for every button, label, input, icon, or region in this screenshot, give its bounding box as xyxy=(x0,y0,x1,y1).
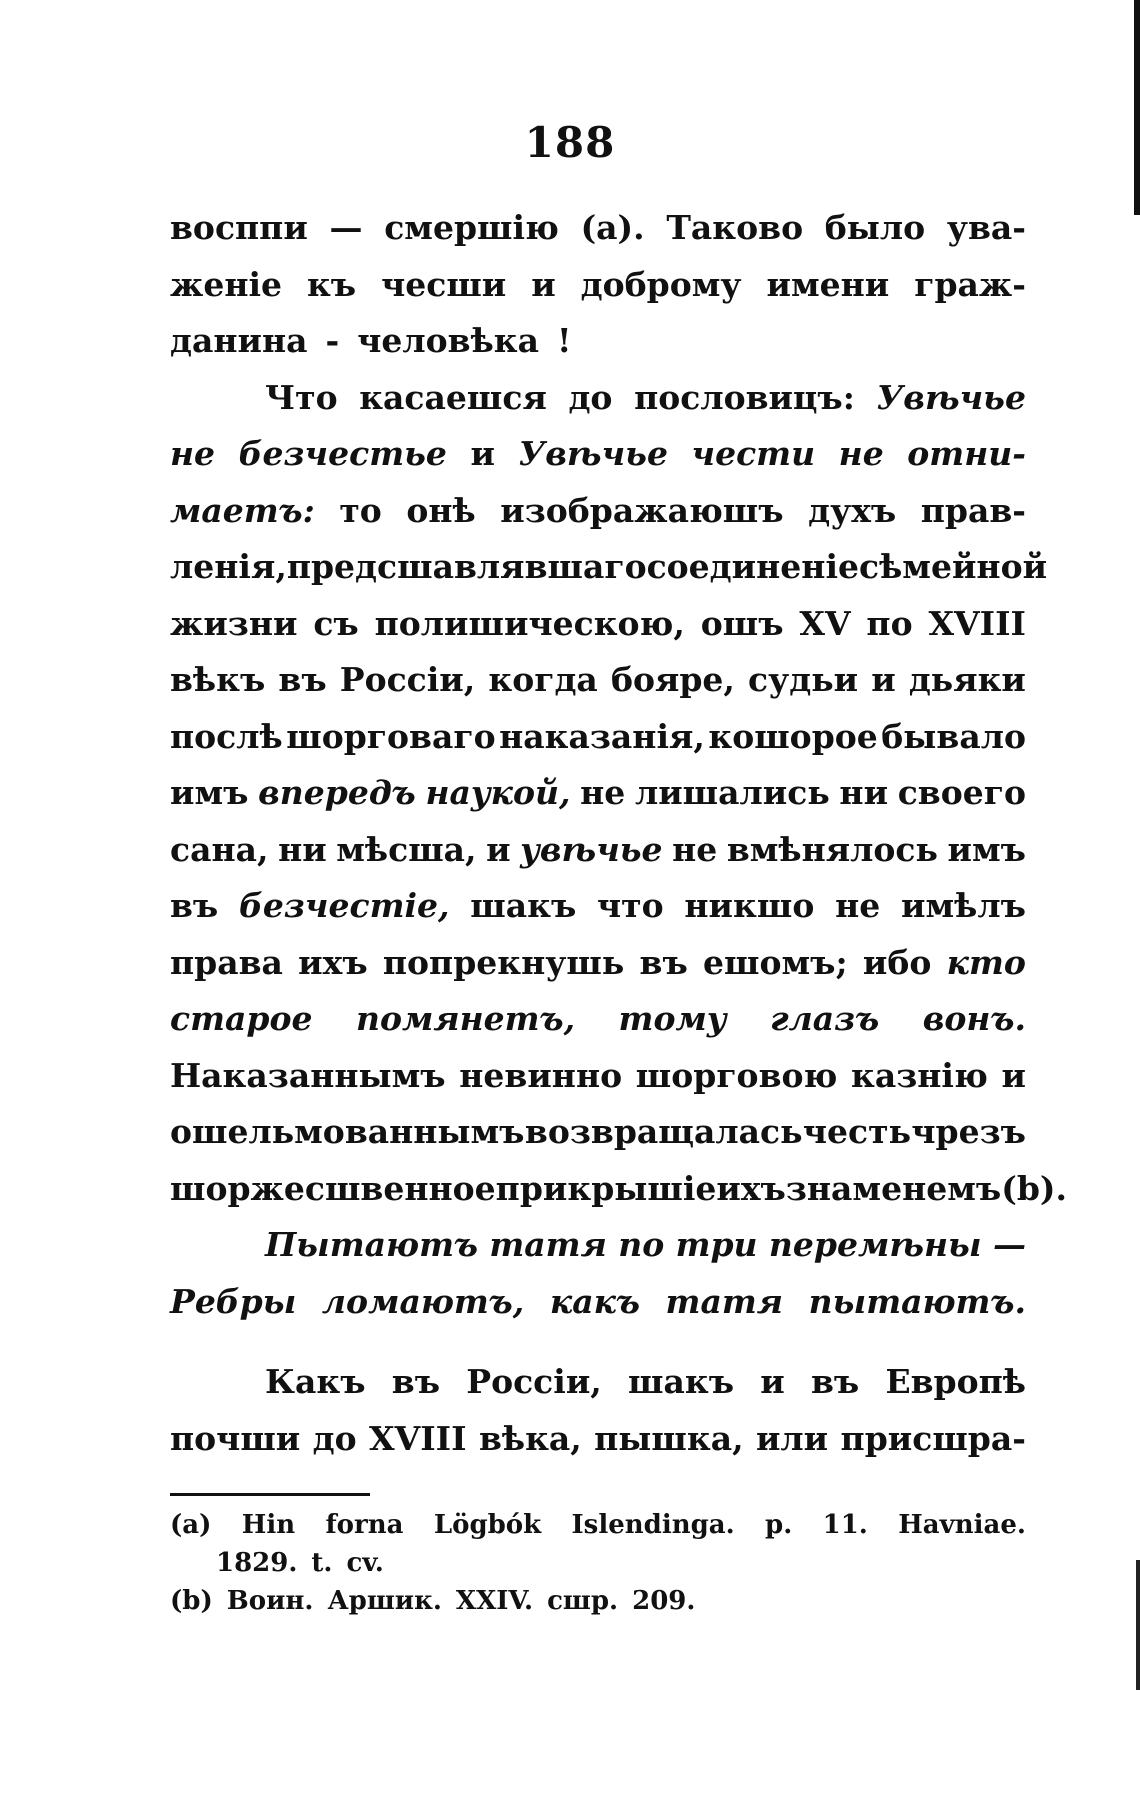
word: имъ xyxy=(170,773,249,812)
word-italic: вонъ. xyxy=(922,999,1026,1038)
word: женіе xyxy=(170,264,283,304)
word: сшр. xyxy=(547,1586,619,1616)
word: ошъ xyxy=(700,603,784,643)
word: кошорое xyxy=(708,716,878,756)
word: по xyxy=(866,603,913,643)
word: p. xyxy=(765,1510,793,1540)
word: пышка, xyxy=(594,1418,744,1458)
footnotes xyxy=(170,1510,1026,1624)
word-italic: глазъ xyxy=(770,999,880,1038)
text-line-4 xyxy=(170,378,1026,435)
word: сѣмейной xyxy=(858,547,1048,586)
word: восппи xyxy=(170,208,308,247)
word-italic: татя xyxy=(665,1281,784,1321)
word: Islendinga. xyxy=(571,1510,735,1540)
word: 1829. xyxy=(216,1548,298,1578)
text-line-18 xyxy=(170,1168,1068,1226)
word: права xyxy=(170,942,283,982)
text-line-3 xyxy=(170,321,1026,378)
word: послѣ xyxy=(170,716,283,756)
word-italic: маетъ: xyxy=(170,490,315,530)
word: попрекнушь xyxy=(382,942,625,982)
word: что xyxy=(597,886,664,925)
word: и xyxy=(531,264,556,304)
word: и xyxy=(470,434,495,473)
word: вѣкъ xyxy=(170,660,266,699)
word: къ xyxy=(306,264,357,304)
word-italic: чести xyxy=(691,434,816,473)
word: не xyxy=(835,886,881,925)
word: вмѣнялось xyxy=(726,829,938,869)
word: не xyxy=(672,829,718,869)
word: лишались xyxy=(634,773,830,812)
word-italic: три xyxy=(675,1225,758,1264)
word: жизни xyxy=(170,603,298,643)
word: и xyxy=(1001,1055,1026,1095)
word-italic: безчестіе, xyxy=(239,886,450,925)
word: данина xyxy=(170,321,308,360)
word-italic: Пытаютъ xyxy=(265,1225,479,1264)
word: своего xyxy=(897,773,1026,812)
word: изображаюшъ xyxy=(500,490,784,530)
word-italic: старое xyxy=(170,999,313,1038)
word: духъ xyxy=(808,490,897,530)
footnote-marker: (a) xyxy=(170,1510,212,1540)
word: граж- xyxy=(914,264,1026,304)
word: t. xyxy=(311,1548,333,1578)
word: до xyxy=(568,377,613,417)
word-italic: пытаютъ. xyxy=(808,1281,1026,1321)
word: ошельмованнымъ xyxy=(170,1112,525,1151)
text-line-12 xyxy=(170,830,1026,887)
word: Воин. xyxy=(226,1586,314,1616)
word: въ xyxy=(391,1362,441,1401)
word: и xyxy=(871,660,896,699)
word-italic: не xyxy=(838,434,884,473)
footnote-b xyxy=(170,1586,1026,1624)
page-edge-shadow-lower xyxy=(1136,1560,1140,1690)
word-italic: какъ xyxy=(549,1281,640,1321)
text-line-11 xyxy=(170,773,1026,830)
word-italic: увѣчье xyxy=(520,829,663,869)
text-line-16 xyxy=(170,1056,1026,1113)
word: или xyxy=(755,1418,829,1458)
word: шакъ xyxy=(628,1362,735,1401)
word: наказанія, xyxy=(499,716,705,756)
word: ихъ xyxy=(298,942,368,982)
word-italic: впередъ xyxy=(258,773,416,812)
word: - xyxy=(325,321,340,360)
word: Какъ xyxy=(265,1362,366,1401)
word: XV xyxy=(799,603,851,643)
word: 209. xyxy=(632,1586,696,1616)
word: до xyxy=(312,1418,357,1458)
word: ленія, xyxy=(170,547,287,586)
word: съ xyxy=(313,603,359,643)
word: (а). xyxy=(580,208,645,247)
word: Таково xyxy=(666,208,804,247)
word: ибо xyxy=(862,942,932,982)
word: знаменемъ xyxy=(785,1168,1002,1208)
word: смершію xyxy=(384,208,559,247)
word-italic: тому xyxy=(618,999,727,1038)
word-italic: Увѣчье xyxy=(876,377,1026,417)
word: чесши xyxy=(381,264,507,304)
text-line-2 xyxy=(170,265,1026,322)
page-edge-shadow xyxy=(1134,0,1140,215)
word: въ xyxy=(639,942,688,982)
word: сана, xyxy=(170,829,269,869)
text-line-17 xyxy=(170,1112,1026,1169)
word-italic: помянетъ, xyxy=(355,999,576,1038)
word: въ xyxy=(278,660,327,699)
text-line-7 xyxy=(170,547,1048,604)
word: вѣка, xyxy=(478,1418,582,1458)
word-italic: — xyxy=(992,1225,1026,1264)
word-italic: перемѣны xyxy=(768,1225,982,1264)
word: бывало xyxy=(881,716,1026,756)
word: мѣсша, xyxy=(336,829,477,869)
text-line-14 xyxy=(170,943,1026,1000)
word: ешомъ; xyxy=(703,942,848,982)
footnote-marker: (b) xyxy=(170,1586,213,1616)
word: шакъ xyxy=(470,886,577,925)
word: въ xyxy=(810,1362,860,1401)
word: ни xyxy=(839,773,889,812)
text-line-20 xyxy=(170,1282,1026,1339)
word: соединеніе xyxy=(646,547,859,586)
word: Hin xyxy=(241,1510,296,1540)
word-italic: по xyxy=(618,1225,665,1264)
word: Россіи, xyxy=(339,660,476,699)
footnote-a xyxy=(170,1510,1026,1548)
word: бояре, xyxy=(610,660,735,699)
word: 11. xyxy=(822,1510,868,1540)
word: Россіи, xyxy=(466,1362,602,1401)
word: человѣка xyxy=(357,321,540,360)
word: шорговою xyxy=(635,1055,838,1095)
footnote-a-continued xyxy=(170,1548,1026,1586)
word: дьяки xyxy=(908,660,1026,699)
text-line-9 xyxy=(170,660,1026,717)
word: въ xyxy=(170,886,219,925)
word: полишическою, xyxy=(374,603,685,643)
word: присшра- xyxy=(840,1418,1026,1458)
word: XVIII xyxy=(928,603,1026,643)
word-italic: Ребры xyxy=(170,1281,297,1321)
word: Наказаннымъ xyxy=(170,1055,446,1095)
word: cv. xyxy=(346,1548,384,1578)
word: Lögbók xyxy=(433,1510,542,1540)
word: возвращалась xyxy=(524,1112,803,1151)
word: прикрышіе xyxy=(495,1168,717,1208)
word: Аршик. xyxy=(327,1586,442,1616)
word-italic: безчестье xyxy=(238,434,447,473)
word: — xyxy=(329,208,363,247)
word: казнію xyxy=(851,1055,988,1095)
word: честь xyxy=(802,1112,911,1151)
word: (b). xyxy=(1001,1168,1068,1208)
word: никшо xyxy=(684,886,815,925)
word: ! xyxy=(557,321,572,360)
word-italic: отни- xyxy=(907,434,1026,473)
word: и xyxy=(486,829,511,869)
word: и xyxy=(760,1362,785,1401)
word: XVIII xyxy=(369,1418,467,1458)
word-italic: татя xyxy=(489,1225,607,1264)
word-italic: Увѣчье xyxy=(518,434,668,473)
text-line-10 xyxy=(170,717,1026,774)
text-line-13 xyxy=(170,886,1026,943)
footnote-separator xyxy=(170,1493,370,1496)
word-italic: наукой, xyxy=(425,773,571,812)
text-line-15 xyxy=(170,999,1026,1056)
word: forna xyxy=(325,1510,404,1540)
word: онѣ xyxy=(406,490,476,530)
word: касаешся xyxy=(359,377,547,417)
word: пословицъ: xyxy=(634,377,855,417)
text-line-1 xyxy=(170,208,1026,265)
text-line-22 xyxy=(170,1419,1026,1476)
word: судьи xyxy=(748,660,859,699)
word: имени xyxy=(766,264,890,304)
word: Havniae. xyxy=(898,1510,1026,1540)
word: ни xyxy=(278,829,327,869)
word: предсшавлявшаго xyxy=(286,547,647,586)
text-line-19 xyxy=(170,1225,1026,1282)
word: почши xyxy=(170,1418,301,1458)
word: имѣлъ xyxy=(900,886,1026,925)
word: Европѣ xyxy=(885,1362,1026,1401)
word-italic: кто xyxy=(946,942,1026,982)
word: ува- xyxy=(946,208,1026,247)
body-text xyxy=(170,208,1068,1475)
word: Что xyxy=(265,377,338,417)
word: шоржесшвенное xyxy=(170,1168,496,1208)
text-line-5 xyxy=(170,434,1026,491)
word-italic: не xyxy=(170,434,216,473)
word: ихъ xyxy=(716,1168,786,1208)
word: не xyxy=(580,773,626,812)
word: XXIV. xyxy=(455,1586,534,1616)
word: невинно xyxy=(459,1055,623,1095)
word: то xyxy=(339,490,382,530)
word: прав- xyxy=(920,490,1026,530)
word: когда xyxy=(488,660,598,699)
word: чрезъ xyxy=(911,1112,1026,1151)
page-number: 188 xyxy=(524,118,616,167)
text-line-6 xyxy=(170,491,1026,548)
word: шорговаго xyxy=(286,716,496,756)
text-line-21 xyxy=(170,1362,1026,1419)
word: было xyxy=(824,208,926,247)
text-line-8 xyxy=(170,604,1026,661)
word-italic: ломаютъ, xyxy=(321,1281,525,1321)
word: доброму xyxy=(580,264,742,304)
word: имъ xyxy=(947,829,1026,869)
